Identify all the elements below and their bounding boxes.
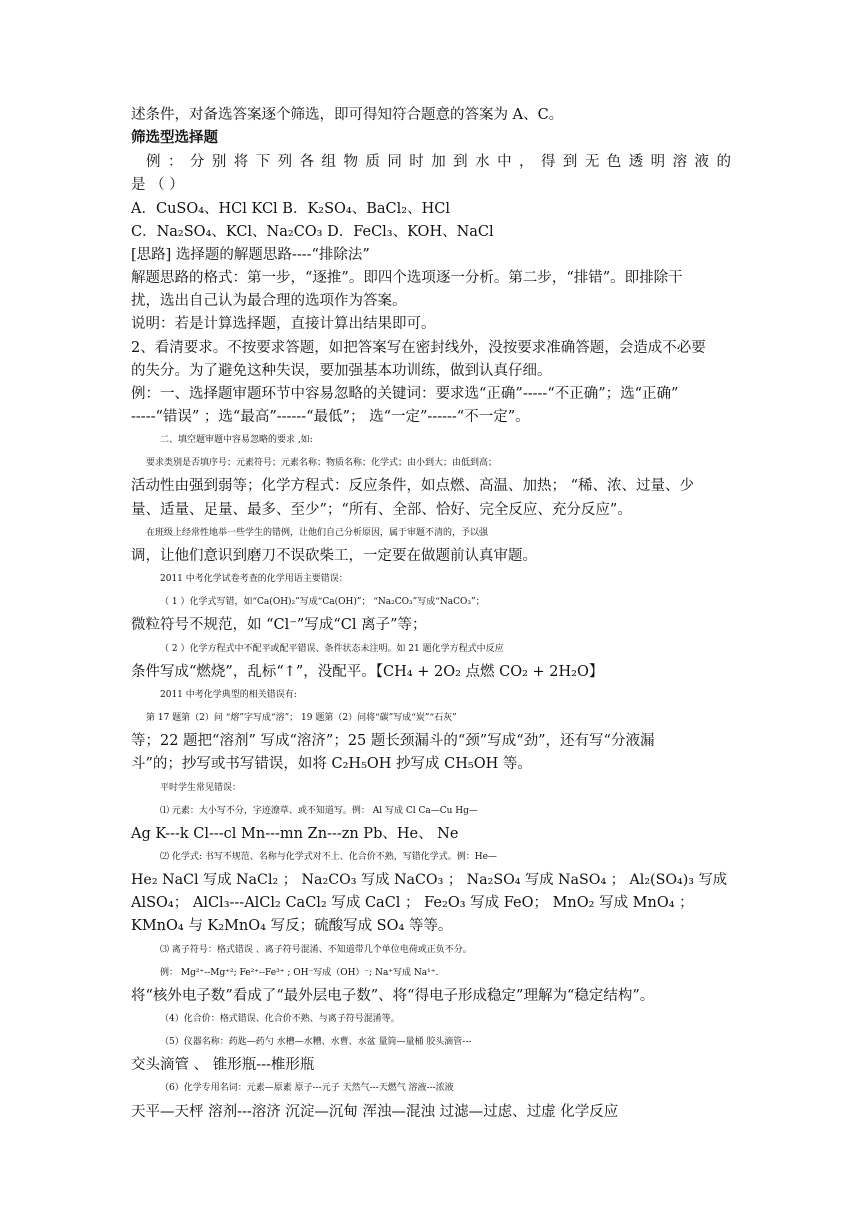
text-line: 平时学生常见错误：	[160, 783, 242, 793]
text-line: （ 1 ）化学式写错，如“Ca(OH)₂”写成“Ca(OH)”； “Na₂CO₃”写成“NaCO₃”；	[160, 597, 485, 607]
text-line: 例： Mg²⁺--Mg⁺²; Fe²⁺--Fe³⁺ ; OH⁻写成（OH）⁻; Na⁺写成 Na¹⁺.	[160, 968, 439, 978]
text-line: Ag K---k Cl---cl Mn---mn Zn---zn Pb、He、 Ne	[131, 826, 459, 842]
question-text: 例 ： 分 别 将 下 列 各 组 物 质 同 时 加 到 水 中 ， 得 到 无 色 透 明 溶 液 的	[146, 154, 731, 170]
text-line: （4）化合价：格式错误、化合价不熟、与离子符号混淆等。	[160, 1014, 400, 1024]
text-line: 扰，选出自己认为最合理的选项作为答案。	[131, 293, 407, 309]
text-line: 是 （ ）	[131, 177, 184, 193]
text-line: 解题思路的格式：第一步，“逐推”。即四个选项逐一分析。第二步，“排错”。即排除干	[131, 270, 683, 286]
text-line: 活动性由强到弱等；化学方程式：反应条件，如点燃、高温、加热； “稀、浓、过量、少	[131, 478, 695, 494]
text-line: （ 2 ）化学方程式中不配平或配平错误、条件状态未注明。如 21 题化学方程式中反应	[160, 644, 504, 654]
text-line: 调，让他们意识到磨刀不误砍柴工，一定要在做题前认真审题。	[131, 548, 537, 564]
text-line: He₂ NaCl 写成 NaCl₂ ； Na₂CO₃ 写成 NaCO₃ ； Na₂SO₄ 写成 NaSO₄ ； Al₂(SO₄)₃ 写成	[131, 872, 728, 888]
text-line: 2、看清要求。不按要求答题，如把答案写在密封线外，没按要求准确答题，会造成不必要	[131, 340, 706, 356]
text-line: 量、适量、足量、最多、至少”；“所有、全部、恰好、完全反应、充分反应”。	[131, 502, 632, 518]
text-line: 将“核外电子数”看成了“最外层电子数”、将“得电子形成稳定”理解为“稳定结构”。	[131, 988, 655, 1004]
option-line: A．CuSO₄、HCl KCl B．K₂SO₄、BaCl₂、HCl	[131, 201, 450, 217]
text-line: （5）仪器名称：药匙—药勺 水槽—水糟、水曹、水盆 量筒—量桶 胶头滴管---	[160, 1037, 472, 1047]
text-line: 的失分。为了避免这种失误，要加强基本功训练，做到认真仔细。	[131, 363, 552, 379]
text-line: 述条件，对备选答案逐个筛选，即可得知符合题意的答案为 A、C。	[131, 107, 564, 123]
text-line: 交头滴管 、 锥形瓶---椎形瓶	[131, 1057, 315, 1073]
text-line: ⑵ 化学式: 书写不规范、名称与化学式对不上、化合价不熟，写错化学式。例：He—	[160, 852, 497, 862]
text-line: 斗”的；抄写或书写错误，如将 C₂H₅OH 抄写成 CH₅OH 等。	[131, 756, 532, 772]
text-line: 在班级上经常性地举一些学生的错例，让他们自己分析原因，属于审题不清的，予以强	[146, 528, 489, 538]
text-line: 说明：若是计算选择题，直接计算出结果即可。	[131, 316, 436, 332]
text-line: ⑴ 元素：大小写不分，字迹潦草、或不知道写。例： Al 写成 Cl Ca—Cu Hg—	[160, 806, 478, 816]
text-line: 天平—天枰 溶剂---溶济 沉淀—沉甸 浑浊—混浊 过滤—过虑、过虚 化学反应	[131, 1104, 619, 1120]
text-line: 第 17 题第（2）问 “熔”字写成“溶”； 19 题第（2）问将“碳”写成“炭”“石灰”	[146, 713, 457, 723]
text-line: AlSO₄； AlCl₃---AlCl₂ CaCl₂ 写成 CaCl ； Fe₂O₃ 写成 FeO； MnO₂ 写成 MnO₄ ；	[131, 895, 694, 911]
text-line: 2011 中考化学典型的相关错误有:	[160, 690, 297, 700]
text-line: 例：一、选择题审题环节中容易忽略的关键词：要求选“正确”-----“不正确”；选“正确”	[131, 386, 679, 402]
question-stem	[146, 151, 731, 173]
text-line: 2011 中考化学试卷考查的化学用语主要错误：	[160, 574, 348, 584]
text-line: KMnO₄ 与 K₂MnO₄ 写反；硫酸写成 SO₄ 等等。	[131, 918, 453, 934]
text-line: 微粒符号不规范，如 “Cl⁻”写成“Cl 离子”等；	[131, 617, 427, 633]
option-line: C．Na₂SO₄、KCl、Na₂CO₃ D．FeCl₃、KOH、NaCl	[131, 224, 494, 240]
heading-text: 筛选型选择题	[131, 129, 218, 146]
text-line: 要求类别是否填序号；元素符号；元素名称；物质名称；化学式；由小到大；由低到高；	[146, 458, 498, 468]
section-heading	[131, 127, 731, 149]
text-line: 等；22 题把“溶剂” 写成“溶济”；25 题长颈漏斗的“颈”写成“劲”，还有写“分液漏	[131, 733, 655, 749]
text-line: 条件写成“燃烧”，乱标“↑”，没配平。【CH₄ + 2O₂ 点燃 CO₂ + 2H₂O】	[131, 664, 604, 680]
text-line: 二、填空题审题中容易忽略的要求 ,如:	[160, 435, 313, 445]
text-line: （6）化学专用名词：元素—原素 原子---元子 天然气---天燃气 溶液---浓液	[160, 1083, 454, 1093]
text-line: -----“错误” ；选“最高”------“最低”； 选“一定”------“不一定”。	[131, 409, 530, 425]
text-line: [思路] 选择题的解题思路----“排除法”	[131, 247, 370, 263]
text-line: ⑶ 离子符号：格式错误 、离子符号混淆、不知道带几个单位电荷或正负不分。	[160, 945, 472, 955]
